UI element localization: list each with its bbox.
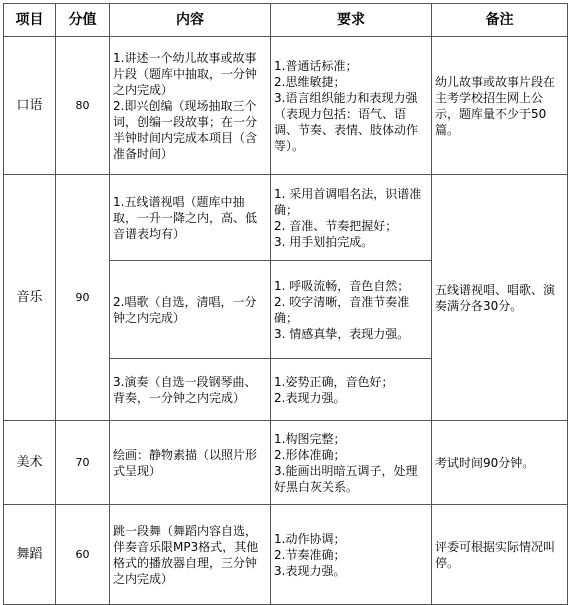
requirement-cell: 1.姿势正确，音色好； 2.表现力强。 — [271, 359, 432, 421]
header-requirement: 要求 — [271, 4, 432, 37]
project-cell: 口语 — [4, 37, 56, 175]
table-header-row — [4, 4, 568, 37]
score-cell: 70 — [56, 421, 110, 505]
score-cell: 60 — [56, 505, 110, 605]
note-cell: 幼儿故事或故事片段在主考学校招生网上公示，题库量不少于50篇。 — [432, 37, 568, 175]
table-row — [4, 37, 568, 175]
header-project: 项目 — [4, 4, 56, 37]
content-cell: 绘画：静物素描（以照片形式呈现） — [110, 421, 271, 505]
content-cell: 跳一段舞（舞蹈内容自选，伴奏音乐限MP3格式，其他格式的播放器自理，三分钟之内完成） — [110, 505, 271, 605]
project-cell: 舞蹈 — [4, 505, 56, 605]
score-cell: 90 — [56, 175, 110, 421]
content-cell: 2.唱歌（自选，清唱，一分钟之内完成） — [110, 261, 271, 359]
requirement-cell: 1.普通话标准； 2.思维敏捷； 3.语言组织能力和表现力强（表现力包括：语气、语调、节奏、表情、肢体动作等）。 — [271, 37, 432, 175]
requirement-cell: 1.构图完整； 2.形体准确； 3.能画出明暗五调子，处理好黑白灰关系。 — [271, 421, 432, 505]
content-cell: 3.演奏（自选一段钢琴曲、背奏，一分钟之内完成） — [110, 359, 271, 421]
project-cell: 美术 — [4, 421, 56, 505]
note-cell: 评委可根据实际情况叫停。 — [432, 505, 568, 605]
header-score: 分值 — [56, 4, 110, 37]
header-content: 内容 — [110, 4, 271, 37]
table-row — [4, 175, 568, 261]
table-row — [4, 505, 568, 605]
project-cell: 音乐 — [4, 175, 56, 421]
note-cell: 考试时间90分钟。 — [432, 421, 568, 505]
content-cell: 1.讲述一个幼儿故事或故事片段（题库中抽取，一分钟之内完成） 2.即兴创编（现场抽取三个词，创编一段故事；在一分半钟时间内完成本项目（含准备时间） — [110, 37, 271, 175]
content-cell: 1.五线谱视唱（题库中抽取，一升一降之内，高、低音谱表均有） — [110, 175, 271, 261]
exam-requirements-table — [3, 3, 568, 605]
table-row — [4, 421, 568, 505]
requirement-cell: 1. 呼吸流畅，音色自然； 2. 咬字清晰，音准节奏准确； 3. 情感真挚，表现力强。 — [271, 261, 432, 359]
note-cell: 五线谱视唱、唱歌、演奏满分各30分。 — [432, 175, 568, 421]
requirement-cell: 1.动作协调； 2.节奏准确； 3.表现力强。 — [271, 505, 432, 605]
header-note: 备注 — [432, 4, 568, 37]
score-cell: 80 — [56, 37, 110, 175]
requirement-cell: 1. 采用首调唱名法，识谱准确； 2. 音准、节奏把握好； 3. 用手划拍完成。 — [271, 175, 432, 261]
